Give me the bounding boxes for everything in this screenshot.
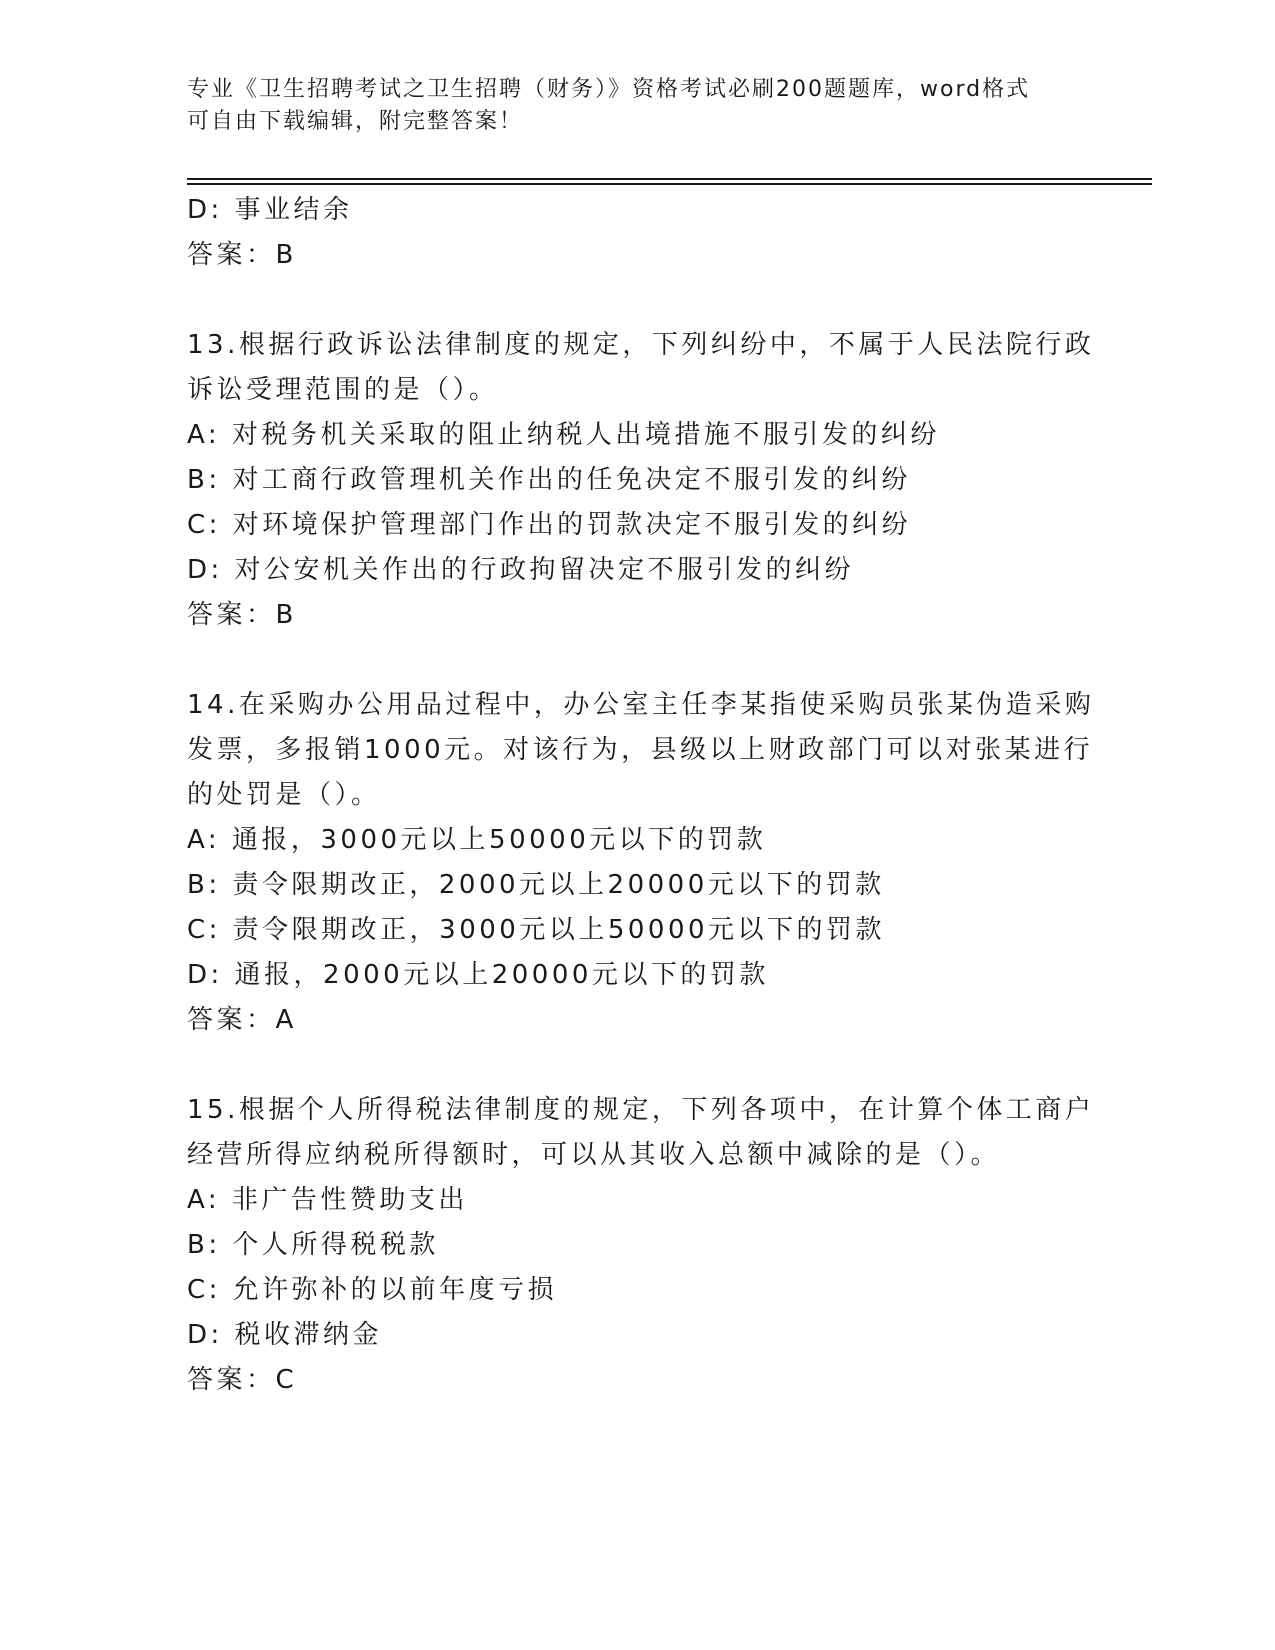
question-13-stem-line-1: 13.根据行政诉讼法律制度的规定，下列纠纷中，不属于人民法院行政 [187, 330, 1095, 360]
question-13 [187, 323, 1117, 638]
question-15-option-d: D: 税收滞纳金 [187, 1320, 383, 1350]
spacer [187, 1043, 1117, 1088]
question-15-stem-line-2: 经营所得应纳税所得额时，可以从其收入总额中减除的是（）。 [187, 1140, 1001, 1170]
question-13-stem-line-2: 诉讼受理范围的是（）。 [187, 375, 499, 405]
question-13-option-c: C: 对环境保护管理部门作出的罚款决定不服引发的纠纷 [187, 510, 912, 540]
carryover-option-d: D: 事业结余 [187, 195, 353, 225]
question-14-stem-line-3: 的处罚是（）。 [187, 780, 381, 810]
question-13-option-b: B: 对工商行政管理机关作出的任免决定不服引发的纠纷 [187, 465, 911, 495]
header-divider-top [187, 178, 1152, 180]
question-13-option-d: D: 对公安机关作出的行政拘留决定不服引发的纠纷 [187, 555, 855, 585]
question-15-option-b: B: 个人所得税税款 [187, 1230, 439, 1260]
header-title-line-1: 专业《卫生招聘考试之卫生招聘（财务）》资格考试必刷200题题库，word格式 [187, 77, 1031, 102]
header-title-line-2: 可自由下载编辑，附完整答案！ [187, 109, 524, 134]
question-13-answer: 答案：B [187, 600, 297, 630]
question-14-option-a: A: 通报，3000元以上50000元以下的罚款 [187, 825, 767, 855]
carryover-answer: 答案：B [187, 240, 297, 270]
question-15-option-a: A: 非广告性赞助支出 [187, 1185, 468, 1215]
question-14-stem-line-1: 14.在采购办公用品过程中，办公室主任李某指使采购员张某伪造采购 [187, 690, 1095, 720]
question-15-option-c: C: 允许弥补的以前年度亏损 [187, 1275, 558, 1305]
page-header [187, 74, 1087, 138]
question-15-answer: 答案：C [187, 1365, 298, 1395]
question-14-answer: 答案：A [187, 1005, 297, 1035]
spacer [187, 278, 1117, 323]
question-14 [187, 683, 1117, 1043]
question-14-option-d: D: 通报，2000元以上20000元以下的罚款 [187, 960, 769, 990]
question-14-option-c: C: 责令限期改正，3000元以上50000元以下的罚款 [187, 915, 886, 945]
question-15 [187, 1088, 1117, 1403]
spacer [187, 638, 1117, 683]
question-13-option-a: A: 对税务机关采取的阻止纳税人出境措施不服引发的纠纷 [187, 420, 940, 450]
question-14-option-b: B: 责令限期改正，2000元以上20000元以下的罚款 [187, 870, 885, 900]
question-15-stem-line-1: 15.根据个人所得税法律制度的规定，下列各项中，在计算个体工商户 [187, 1095, 1095, 1125]
header-divider-bottom [187, 183, 1152, 185]
question-list [187, 188, 1117, 1403]
question-14-stem-line-2: 发票，多报销1000元。对该行为，县级以上财政部门可以对张某进行 [187, 735, 1094, 765]
